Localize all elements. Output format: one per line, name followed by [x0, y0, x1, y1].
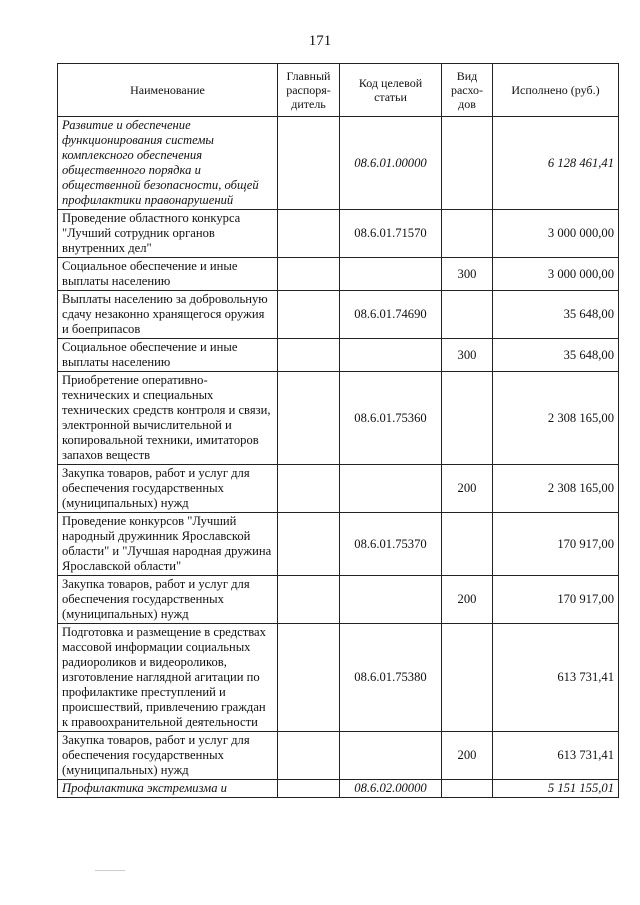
row-amount-cell: 170 917,00: [493, 576, 619, 624]
row-type-cell: 200: [442, 576, 493, 624]
row-type-cell: [442, 117, 493, 210]
row-name-cell: Закупка товаров, работ и услуг для обеспечения государственных (муниципальных) нужд: [58, 732, 278, 780]
row-name-cell: Проведение областного конкурса "Лучший сотрудник органов внутренних дел": [58, 210, 278, 258]
row-type-cell: 200: [442, 465, 493, 513]
table-body: [58, 117, 619, 798]
row-amount-cell: 35 648,00: [493, 339, 619, 372]
row-name-cell: Выплаты населению за добровольную сдачу незаконно хранящегося оружия и боеприпасов: [58, 291, 278, 339]
row-code-cell: 08.6.01.75360: [340, 372, 442, 465]
row-manager-cell: [278, 339, 340, 372]
row-manager-cell: [278, 210, 340, 258]
row-manager-cell: [278, 624, 340, 732]
row-code-cell: [340, 576, 442, 624]
row-code-cell: [340, 732, 442, 780]
row-type-cell: 200: [442, 732, 493, 780]
table-row: [58, 339, 619, 372]
row-amount-cell: 613 731,41: [493, 732, 619, 780]
row-code-cell: 08.6.02.00000: [340, 780, 442, 798]
row-type-cell: [442, 624, 493, 732]
row-code-cell: [340, 339, 442, 372]
row-manager-cell: [278, 513, 340, 576]
row-amount-cell: 5 151 155,01: [493, 780, 619, 798]
row-name-cell: Проведение конкурсов "Лучший народный дружинник Ярославской области" и "Лучшая народная дружина Ярославской области": [58, 513, 278, 576]
row-manager-cell: [278, 576, 340, 624]
row-type-cell: [442, 513, 493, 576]
budget-table: [57, 63, 619, 798]
row-code-cell: 08.6.01.71570: [340, 210, 442, 258]
row-name-cell: Подготовка и размещение в средствах массовой информации социальных радиороликов и видеороликов, изготовление наглядной агитации по профилактике преступлений и происшествий, привлечению граждан к правоохранительной деятельности: [58, 624, 278, 732]
table-row: [58, 117, 619, 210]
table-row: [58, 576, 619, 624]
header-amount: Исполнено (руб.): [493, 64, 619, 117]
row-amount-cell: 3 000 000,00: [493, 258, 619, 291]
row-amount-cell: 6 128 461,41: [493, 117, 619, 210]
scan-artifact: [95, 870, 125, 871]
row-type-cell: [442, 291, 493, 339]
row-type-cell: 300: [442, 258, 493, 291]
row-code-cell: 08.6.01.75380: [340, 624, 442, 732]
row-name-cell: Закупка товаров, работ и услуг для обеспечения государственных (муниципальных) нужд: [58, 465, 278, 513]
table-row: [58, 372, 619, 465]
row-name-cell: Развитие и обеспечение функционирования системы комплексного обеспечения общественного порядка и общественной безопасности, общей профилактики правонарушений: [58, 117, 278, 210]
row-name-cell: Закупка товаров, работ и услуг для обеспечения государственных (муниципальных) нужд: [58, 576, 278, 624]
table-row: [58, 780, 619, 798]
row-code-cell: [340, 258, 442, 291]
page-number: 171: [308, 33, 332, 49]
row-code-cell: 08.6.01.00000: [340, 117, 442, 210]
row-code-cell: [340, 465, 442, 513]
row-amount-cell: 170 917,00: [493, 513, 619, 576]
table-row: [58, 732, 619, 780]
row-amount-cell: 35 648,00: [493, 291, 619, 339]
row-manager-cell: [278, 291, 340, 339]
row-name-cell: Социальное обеспечение и иные выплаты населению: [58, 339, 278, 372]
table-row: [58, 465, 619, 513]
row-amount-cell: 613 731,41: [493, 624, 619, 732]
row-code-cell: 08.6.01.75370: [340, 513, 442, 576]
header-manager: Главный распоря-дитель: [278, 64, 340, 117]
header-name: Наименование: [58, 64, 278, 117]
table-row: [58, 258, 619, 291]
header-code: Код целевой статьи: [340, 64, 442, 117]
row-amount-cell: 2 308 165,00: [493, 372, 619, 465]
header-type: Вид расхо-дов: [442, 64, 493, 117]
row-manager-cell: [278, 780, 340, 798]
row-type-cell: [442, 210, 493, 258]
row-type-cell: 300: [442, 339, 493, 372]
table-row: [58, 291, 619, 339]
table-header-row: [58, 64, 619, 117]
row-name-cell: Приобретение оперативно-технических и специальных технических средств контроля и связи, электронной вычислительной и копировальной техники, имитаторов запахов веществ: [58, 372, 278, 465]
row-amount-cell: 3 000 000,00: [493, 210, 619, 258]
row-manager-cell: [278, 732, 340, 780]
row-code-cell: 08.6.01.74690: [340, 291, 442, 339]
row-type-cell: [442, 780, 493, 798]
row-type-cell: [442, 372, 493, 465]
row-amount-cell: 2 308 165,00: [493, 465, 619, 513]
table-row: [58, 210, 619, 258]
table-row: [58, 513, 619, 576]
row-name-cell: Социальное обеспечение и иные выплаты населению: [58, 258, 278, 291]
row-manager-cell: [278, 117, 340, 210]
row-manager-cell: [278, 465, 340, 513]
table-row: [58, 624, 619, 732]
row-manager-cell: [278, 258, 340, 291]
row-name-cell: Профилактика экстремизма и: [58, 780, 278, 798]
row-manager-cell: [278, 372, 340, 465]
